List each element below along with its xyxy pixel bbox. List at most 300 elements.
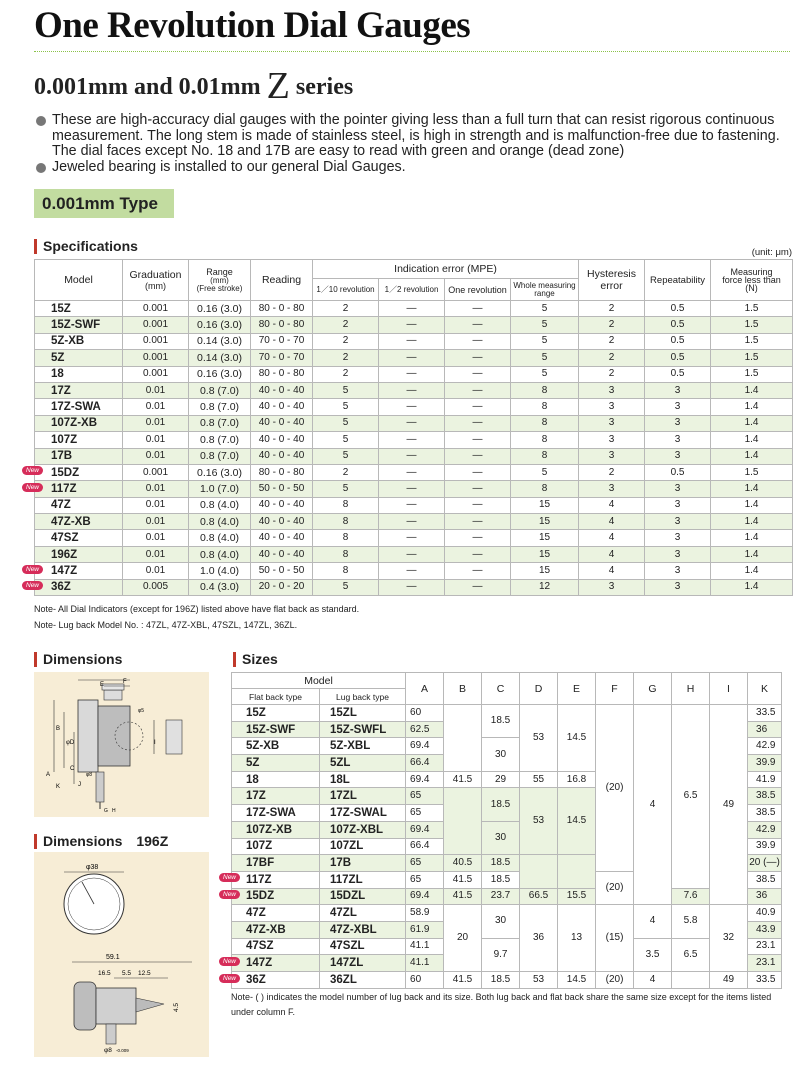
spec-cell-half: — — [379, 563, 445, 579]
size-cell: 41.1 — [406, 955, 444, 972]
spec-cell-tenth: 5 — [313, 382, 379, 398]
sizes-col-d: D — [520, 673, 558, 705]
spec-cell-hyst: 4 — [579, 563, 645, 579]
spec-cell-model: 17Z — [35, 382, 123, 398]
spec-cell-tenth: 2 — [313, 366, 379, 382]
spec-cell-one: — — [445, 399, 511, 415]
spec-row — [35, 399, 793, 415]
sizes-col-f: F — [596, 673, 634, 705]
spec-cell-model: 47SZ — [35, 530, 123, 546]
spec-cell-tenth: 2 — [313, 301, 379, 317]
dim196-label-55: 5.5 — [122, 970, 132, 977]
spec-cell-tenth: 5 — [313, 399, 379, 415]
spec-cell-one: — — [445, 333, 511, 349]
spec-cell-reading: 80 - 0 - 80 — [251, 317, 313, 333]
spec-cell-one: — — [445, 432, 511, 448]
unit-label: (unit: μm) — [751, 247, 792, 258]
size-cell: 32 — [710, 905, 748, 972]
spec-cell-force: 1.5 — [711, 350, 793, 366]
size-cell: 15.5 — [558, 888, 596, 905]
size-cell: 58.9 — [406, 905, 444, 922]
dim-label-e: E — [100, 682, 105, 688]
size-cell: 6.5 — [672, 938, 710, 971]
spec-cell-half: — — [379, 448, 445, 464]
size-cell: 17BF — [232, 855, 320, 872]
spec-cell-reading: 40 - 0 - 40 — [251, 432, 313, 448]
spec-cell-range: 0.8 (4.0) — [189, 530, 251, 546]
size-cell: 41.1 — [406, 938, 444, 955]
size-cell: 47Z — [232, 905, 320, 922]
spec-row — [35, 415, 793, 431]
spec-cell-hyst: 2 — [579, 301, 645, 317]
spec-cell-reading: 20 - 0 - 20 — [251, 579, 313, 595]
sizes-col-e: E — [558, 673, 596, 705]
new-badge: New — [219, 873, 240, 882]
spec-cell-force: 1.5 — [711, 317, 793, 333]
size-cell: 18.5 — [482, 705, 520, 738]
spec-cell-reading: 40 - 0 - 40 — [251, 497, 313, 513]
dim-label-b: B — [56, 726, 61, 732]
size-row — [232, 905, 782, 922]
spec-cell-half: — — [379, 382, 445, 398]
spec-cell-reading: 50 - 0 - 50 — [251, 563, 313, 579]
spec-cell-force: 1.4 — [711, 382, 793, 398]
spec-row — [35, 464, 793, 480]
spec-cell-grad: 0.01 — [123, 382, 189, 398]
size-cell: 62.5 — [406, 721, 444, 738]
spec-cell-model: 17Z-SWA — [35, 399, 123, 415]
size-cell: 39.9 — [748, 838, 782, 855]
size-cell: 6.5 — [672, 705, 710, 889]
size-cell: 5Z — [232, 755, 320, 772]
spec-cell-one: — — [445, 481, 511, 497]
size-cell: 43.9 — [748, 921, 782, 938]
size-cell: 107Z — [232, 838, 320, 855]
spec-cell-range: 0.4 (3.0) — [189, 579, 251, 595]
spec-cell-rep: 3 — [645, 530, 711, 546]
size-row — [232, 972, 782, 989]
spec-cell-reading: 50 - 0 - 50 — [251, 481, 313, 497]
size-cell: 17Z-SWA — [232, 805, 320, 822]
sizes-col-lug: Lug back type — [320, 689, 406, 705]
dim196-label-d38: φ38 — [86, 864, 99, 871]
size-cell: 60 — [406, 972, 444, 989]
size-cell: 69.4 — [406, 821, 444, 838]
size-row — [232, 705, 782, 722]
spec-cell-tenth: 5 — [313, 481, 379, 497]
sizes-heading: Sizes — [233, 652, 278, 667]
size-cell: 41.5 — [444, 972, 482, 989]
size-cell: 7.6 — [672, 888, 710, 905]
size-cell: 18.5 — [482, 871, 520, 888]
spec-cell-whole: 15 — [511, 497, 579, 513]
dim-label-c: C — [70, 766, 75, 772]
specifications-heading: Specifications — [34, 239, 138, 254]
spec-cell-grad: 0.001 — [123, 464, 189, 480]
spec-cell-rep: 0.5 — [645, 317, 711, 333]
size-cell: 107Z-XB — [232, 821, 320, 838]
spec-cell-whole: 15 — [511, 514, 579, 530]
size-cell: 107Z-XBL — [320, 821, 406, 838]
size-cell: (20) — [596, 705, 634, 872]
spec-cell-force: 1.4 — [711, 563, 793, 579]
size-cell: 36 — [748, 721, 782, 738]
spec-row — [35, 448, 793, 464]
spec-cell-range: 0.8 (7.0) — [189, 415, 251, 431]
spec-cell-model: 15DZ — [35, 464, 123, 480]
spec-cell-model: 107Z-XB — [35, 415, 123, 431]
spec-cell-rep: 3 — [645, 579, 711, 595]
spec-cell-tenth: 8 — [313, 546, 379, 562]
spec-cell-reading: 80 - 0 - 80 — [251, 464, 313, 480]
spec-cell-range: 0.16 (3.0) — [189, 464, 251, 480]
spec-cell-grad: 0.001 — [123, 317, 189, 333]
size-cell: 17ZL — [320, 788, 406, 805]
spec-cell-one: — — [445, 301, 511, 317]
size-cell: 15Z-SWFL — [320, 721, 406, 738]
size-cell: 65 — [406, 805, 444, 822]
spec-cell-grad: 0.01 — [123, 514, 189, 530]
spec-cell-half: — — [379, 546, 445, 562]
spec-cell-one: — — [445, 514, 511, 530]
spec-cell-half: — — [379, 497, 445, 513]
sizes-note: Note- ( ) indicates the model number of lug back and its size. Both lug back and flat back share the same size except for the items listed under column F. — [231, 992, 772, 1017]
spec-cell-hyst: 3 — [579, 448, 645, 464]
spec-cell-one: — — [445, 415, 511, 431]
intro-item: These are high-accuracy dial gauges with the pointer giving less than a full turn that can resist rigorous continuous measurement. The long stem is made of stainless steel, is high in strength and is malfunction-free due to fastening. The dial faces except No. 18 and 17B are easy to read with green and orange (dead zone) — [34, 113, 794, 160]
size-cell: 69.4 — [406, 771, 444, 788]
spec-row — [35, 350, 793, 366]
size-row — [232, 938, 782, 955]
spec-cell-rep: 0.5 — [645, 366, 711, 382]
size-cell: 147Z — [232, 955, 320, 972]
spec-cell-half: — — [379, 399, 445, 415]
size-cell: 47Z-XB — [232, 921, 320, 938]
size-cell: 49 — [710, 972, 748, 989]
spec-cell-one: — — [445, 530, 511, 546]
new-badge: New — [219, 957, 240, 966]
size-cell: 18.5 — [482, 788, 520, 821]
spec-cell-force: 1.4 — [711, 579, 793, 595]
spec-cell-hyst: 2 — [579, 350, 645, 366]
size-cell: 18 — [232, 771, 320, 788]
spec-cell-whole: 8 — [511, 382, 579, 398]
size-cell: 38.5 — [748, 805, 782, 822]
sizes-col-flat: Flat back type — [232, 689, 320, 705]
spec-cell-model: 15Z-SWF — [35, 317, 123, 333]
spec-cell-force: 1.4 — [711, 415, 793, 431]
spec-cell-grad: 0.01 — [123, 563, 189, 579]
intro-list — [34, 113, 794, 175]
spec-cell-model: 18 — [35, 366, 123, 382]
spec-row — [35, 497, 793, 513]
spec-row — [35, 333, 793, 349]
dim-label-g: G — [104, 808, 108, 814]
spec-cell-grad: 0.001 — [123, 366, 189, 382]
spec-cell-rep: 3 — [645, 415, 711, 431]
spec-cell-grad: 0.01 — [123, 448, 189, 464]
size-cell: 47SZL — [320, 938, 406, 955]
size-cell: 55 — [520, 771, 558, 788]
size-cell: 15DZ — [232, 888, 320, 905]
dim-label-phi8: φ8 — [86, 772, 93, 778]
spec-cell-tenth: 2 — [313, 350, 379, 366]
size-cell: 36 — [520, 905, 558, 972]
spec-cell-tenth: 8 — [313, 514, 379, 530]
size-cell: 13 — [558, 905, 596, 972]
spec-cell-whole: 8 — [511, 415, 579, 431]
size-cell: 4 — [634, 705, 672, 905]
spec-cell-rep: 0.5 — [645, 464, 711, 480]
dim-label-j: J — [78, 782, 81, 788]
size-cell: 15DZL — [320, 888, 406, 905]
spec-cell-grad: 0.01 — [123, 497, 189, 513]
dimensions-heading: Dimensions — [34, 652, 122, 667]
dim-label-d: φD — [66, 740, 75, 746]
size-cell: 14.5 — [558, 972, 596, 989]
size-cell: 30 — [482, 905, 520, 938]
size-cell: 49 — [710, 705, 748, 905]
spec-cell-reading: 40 - 0 - 40 — [251, 546, 313, 562]
dimensions-196z-diagram — [34, 852, 209, 1057]
size-cell: 39.9 — [748, 755, 782, 772]
size-cell: 30 — [482, 821, 520, 854]
spec-cell-hyst: 2 — [579, 333, 645, 349]
spec-cell-range: 0.8 (7.0) — [189, 399, 251, 415]
spec-cell-grad: 0.01 — [123, 432, 189, 448]
spec-cell-hyst: 3 — [579, 415, 645, 431]
spec-cell-half: — — [379, 333, 445, 349]
spec-cell-whole: 5 — [511, 464, 579, 480]
spec-row — [35, 317, 793, 333]
spec-cell-tenth: 2 — [313, 464, 379, 480]
spec-cell-grad: 0.001 — [123, 350, 189, 366]
spec-cell-tenth: 8 — [313, 497, 379, 513]
size-d-empty — [520, 855, 558, 888]
spec-cell-tenth: 8 — [313, 530, 379, 546]
spec-cell-force: 1.4 — [711, 546, 793, 562]
spec-cell-one: — — [445, 448, 511, 464]
spec-row — [35, 579, 793, 595]
title-rule — [34, 51, 790, 52]
size-cell: 5Z-XB — [232, 738, 320, 755]
size-cell: (20) — [596, 972, 634, 989]
size-cell: 20 (—) — [748, 855, 782, 872]
spec-cell-range: 0.8 (4.0) — [189, 546, 251, 562]
page-title: One Revolution Dial Gauges — [34, 5, 471, 46]
spec-cell-range: 0.8 (7.0) — [189, 382, 251, 398]
spec-cell-model: 117Z — [35, 481, 123, 497]
size-cell: 33.5 — [748, 705, 782, 722]
spec-row — [35, 514, 793, 530]
spec-cell-whole: 8 — [511, 432, 579, 448]
size-cell: 16.8 — [558, 771, 596, 788]
spec-cell-range: 0.8 (4.0) — [189, 514, 251, 530]
size-cell: 18.5 — [482, 972, 520, 989]
intro-item: Jeweled bearing is installed to our general Dial Gauges. — [34, 160, 794, 176]
size-cell: 5ZL — [320, 755, 406, 772]
spec-cell-whole: 15 — [511, 546, 579, 562]
size-cell: 30 — [482, 738, 520, 771]
size-cell: 41.5 — [444, 771, 482, 788]
size-cell: 41.9 — [748, 771, 782, 788]
spec-cell-whole: 5 — [511, 317, 579, 333]
size-cell: 65 — [406, 788, 444, 805]
spec-row — [35, 382, 793, 398]
spec-cell-whole: 15 — [511, 563, 579, 579]
spec-cell-hyst: 4 — [579, 497, 645, 513]
spec-cell-hyst: 2 — [579, 464, 645, 480]
size-cell: 69.4 — [406, 888, 444, 905]
size-cell: 42.9 — [748, 821, 782, 838]
spec-cell-reading: 80 - 0 - 80 — [251, 301, 313, 317]
size-b-merged-2 — [444, 788, 482, 855]
dim-label-a: A — [46, 772, 51, 778]
spec-cell-rep: 3 — [645, 481, 711, 497]
spec-cell-rep: 0.5 — [645, 350, 711, 366]
subtitle-pre: 0.001mm and 0.01mm — [34, 74, 267, 100]
spec-cell-grad: 0.001 — [123, 333, 189, 349]
spec-cell-half: — — [379, 301, 445, 317]
spec-row — [35, 546, 793, 562]
col-reading: Reading — [251, 260, 313, 301]
spec-cell-reading: 80 - 0 - 80 — [251, 366, 313, 382]
spec-cell-rep: 3 — [645, 448, 711, 464]
size-cell: 36ZL — [320, 972, 406, 989]
spec-cell-hyst: 3 — [579, 579, 645, 595]
spec-cell-half: — — [379, 317, 445, 333]
sizes-col-model: Model — [232, 673, 406, 689]
spec-cell-one: — — [445, 317, 511, 333]
size-cell: 15Z-SWF — [232, 721, 320, 738]
dim-label-i: I — [154, 740, 156, 746]
size-cell: 117ZL — [320, 871, 406, 888]
size-cell: 60 — [406, 705, 444, 722]
dim196-label-tol: -0.009 — [116, 1048, 129, 1053]
spec-cell-reading: 70 - 0 - 70 — [251, 333, 313, 349]
size-h-empty — [672, 972, 710, 989]
spec-cell-grad: 0.01 — [123, 415, 189, 431]
spec-cell-model: 147Z — [35, 563, 123, 579]
spec-cell-rep: 3 — [645, 546, 711, 562]
spec-cell-range: 0.14 (3.0) — [189, 333, 251, 349]
spec-cell-whole: 5 — [511, 350, 579, 366]
spec-cell-reading: 70 - 0 - 70 — [251, 350, 313, 366]
spec-cell-whole: 8 — [511, 448, 579, 464]
spec-cell-model: 5Z — [35, 350, 123, 366]
size-cell: 42.9 — [748, 738, 782, 755]
col-whole-range: Whole measuring range — [511, 279, 579, 301]
spec-cell-rep: 3 — [645, 497, 711, 513]
spec-cell-grad: 0.001 — [123, 301, 189, 317]
size-cell: 40.9 — [748, 905, 782, 922]
size-cell: 66.4 — [406, 755, 444, 772]
spec-cell-half: — — [379, 530, 445, 546]
spec-row — [35, 432, 793, 448]
spec-cell-force: 1.4 — [711, 448, 793, 464]
size-cell: 29 — [482, 771, 520, 788]
size-cell: 17Z — [232, 788, 320, 805]
spec-cell-reading: 40 - 0 - 40 — [251, 530, 313, 546]
spec-cell-model: 36Z — [35, 579, 123, 595]
spec-cell-rep: 0.5 — [645, 333, 711, 349]
size-cell: 66.4 — [406, 838, 444, 855]
new-badge: New — [219, 890, 240, 899]
size-cell: 17Z-SWAL — [320, 805, 406, 822]
spec-cell-one: — — [445, 546, 511, 562]
size-e-empty — [558, 855, 596, 888]
spec-cell-range: 0.8 (4.0) — [189, 497, 251, 513]
spec-cell-half: — — [379, 415, 445, 431]
spec-cell-half: — — [379, 514, 445, 530]
size-cell: 18.5 — [482, 855, 520, 872]
spec-cell-force: 1.4 — [711, 432, 793, 448]
spec-note: Note- All Dial Indicators (except for 196Z) listed above have flat back as standard. — [34, 604, 360, 614]
spec-cell-tenth: 2 — [313, 333, 379, 349]
sizes-table — [231, 672, 782, 989]
spec-row — [35, 530, 793, 546]
specifications-table — [34, 259, 793, 596]
size-cell: 41.5 — [444, 871, 482, 888]
spec-cell-force: 1.5 — [711, 366, 793, 382]
spec-cell-range: 1.0 (4.0) — [189, 563, 251, 579]
spec-cell-model: 107Z — [35, 432, 123, 448]
size-row — [232, 888, 782, 905]
spec-cell-model: 5Z-XB — [35, 333, 123, 349]
subtitle-post: series — [289, 74, 354, 100]
dimensions-196z-heading: Dimensions 196Z — [34, 834, 168, 849]
new-badge: New — [22, 466, 43, 475]
spec-cell-range: 1.0 (7.0) — [189, 481, 251, 497]
size-cell: 53 — [520, 705, 558, 772]
spec-cell-hyst: 3 — [579, 432, 645, 448]
new-badge: New — [219, 974, 240, 983]
col-graduation: Graduation (mm) — [123, 260, 189, 301]
dim-label-f: F — [123, 679, 127, 685]
dim-label-k: K — [56, 784, 61, 790]
spec-notes — [34, 601, 359, 633]
size-cell: 5.8 — [672, 905, 710, 938]
spec-cell-force: 1.5 — [711, 333, 793, 349]
col-one-revolution: One revolution — [445, 279, 511, 301]
spec-cell-hyst: 3 — [579, 481, 645, 497]
size-cell: 53 — [520, 972, 558, 989]
spec-cell-reading: 40 - 0 - 40 — [251, 448, 313, 464]
spec-cell-whole: 8 — [511, 481, 579, 497]
spec-cell-one: — — [445, 350, 511, 366]
spec-cell-one: — — [445, 382, 511, 398]
sizes-col-a: A — [406, 673, 444, 705]
spec-cell-reading: 40 - 0 - 40 — [251, 514, 313, 530]
spec-cell-model: 17B — [35, 448, 123, 464]
size-cell: 18L — [320, 771, 406, 788]
size-cell: 65 — [406, 855, 444, 872]
spec-cell-tenth: 5 — [313, 448, 379, 464]
spec-cell-range: 0.16 (3.0) — [189, 317, 251, 333]
spec-cell-model: 15Z — [35, 301, 123, 317]
size-cell: 15Z — [232, 705, 320, 722]
size-cell: 23.7 — [482, 888, 520, 905]
sizes-col-i: I — [710, 673, 748, 705]
size-cell: 15ZL — [320, 705, 406, 722]
col-indication-error: Indication error (MPE) — [313, 260, 579, 279]
spec-cell-force: 1.4 — [711, 399, 793, 415]
size-cell: 61.9 — [406, 921, 444, 938]
col-repeatability: Repeatability — [645, 260, 711, 301]
size-cell: (15) — [596, 905, 634, 972]
spec-cell-rep: 0.5 — [645, 301, 711, 317]
size-cell: 33.5 — [748, 972, 782, 989]
